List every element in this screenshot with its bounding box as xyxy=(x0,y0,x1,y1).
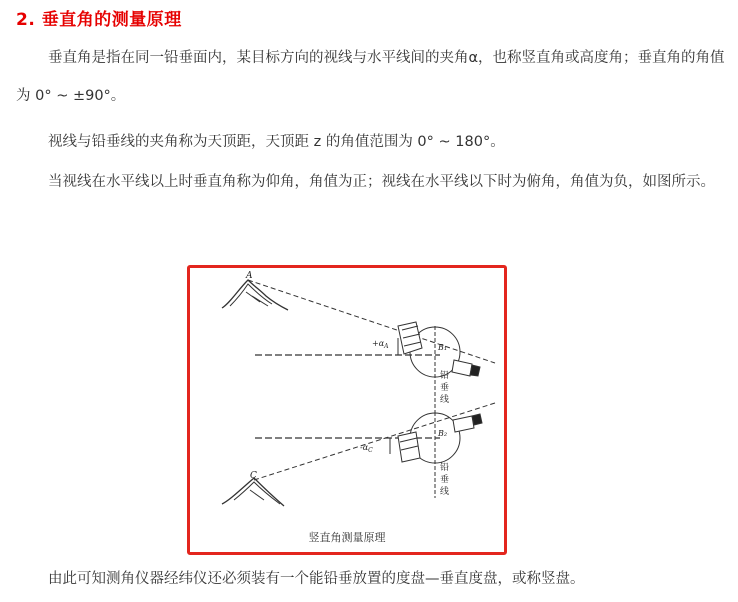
svg-text:线: 线 xyxy=(440,395,450,405)
mountain-a-icon xyxy=(222,280,288,310)
svg-text:垂: 垂 xyxy=(440,475,450,485)
label-station-b1: B₁ xyxy=(438,343,448,352)
section-heading: 2. 垂直角的测量原理 xyxy=(16,10,182,30)
paragraph-zenith-distance: 视线与铅垂线的夹角称为天顶距，天顶距 z 的角值范围为 0° ~ 180°。 xyxy=(48,134,505,150)
label-point-a: A xyxy=(246,271,253,281)
theodolite-b1-icon xyxy=(398,322,480,413)
svg-text:铅: 铅 xyxy=(440,463,450,473)
svg-text:铅: 铅 xyxy=(440,371,450,381)
label-point-c: C xyxy=(250,471,257,481)
paragraph-conclusion: 由此可知测角仪器经纬仪还必须装有一个能铅垂放置的度盘—垂直度盘，或称竖盘。 xyxy=(48,571,585,587)
label-angle-pos: $+\alpha_A$ xyxy=(372,339,389,350)
paragraph-definition: 垂直角是指在同一铅垂面内，某目标方向的视线与水平线间的夹角α，也称竖直角或高度角；垂直角的角值为 0° ~ ±90°。 xyxy=(16,50,725,104)
label-station-b2: B₂ xyxy=(438,429,448,438)
figure-vertical-angle-diagram xyxy=(187,265,507,555)
label-angle-neg: $-\alpha_C$ xyxy=(360,443,373,454)
svg-text:线: 线 xyxy=(440,487,450,497)
theodolite-b2-icon xyxy=(398,412,482,498)
vertical-angle-diagram xyxy=(190,268,504,552)
paragraph-elevation-depression: 当视线在水平线以上时垂直角称为仰角，角值为正；视线在水平线以下时为俯角，角值为负，如图所示。 xyxy=(48,174,715,190)
svg-text:垂: 垂 xyxy=(440,383,450,393)
mountain-c-icon xyxy=(222,478,284,506)
figure-caption: 竖直角测量原理 xyxy=(308,531,386,544)
